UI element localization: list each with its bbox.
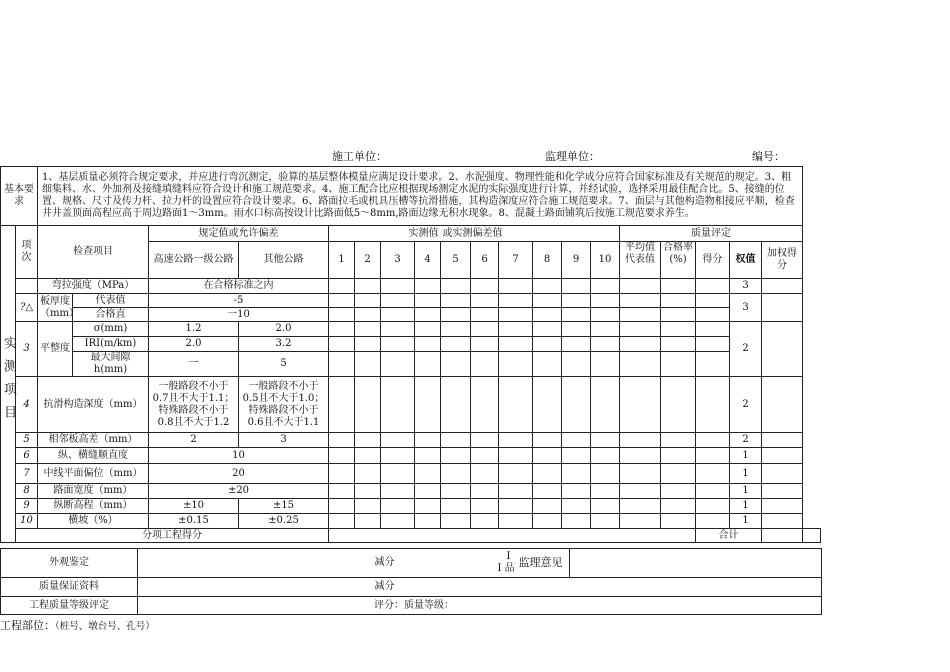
col-measured-left: 实测值 [329,226,441,242]
evaluation-summary-table [0,548,822,615]
footer-label: 工程部位： [0,619,55,632]
col-num-8: 8 [533,242,562,279]
stray-mark-2: I 品 [497,563,515,574]
basic-requirements-row [1,167,821,226]
weight-value: 1 [730,499,762,514]
col-num-4: 4 [415,242,441,279]
construction-unit-label: 施工单位： [332,150,387,163]
weight-value: 1 [730,484,762,499]
stray-mark-1: I [506,551,511,562]
item-no: 9 [16,499,38,514]
sub-item: 代表值 [73,294,149,308]
item-no: ?△ [16,294,38,322]
item-no: 3 [16,322,38,377]
highway-value: 2.0 [149,337,239,352]
item-no: 6 [16,448,38,464]
col-num-9: 9 [562,242,591,279]
item-name: 横坡（%） [38,514,149,529]
table-row [1,433,821,448]
item-name: 纵、横缝顺直度 [38,448,149,464]
appearance-row [1,549,822,578]
col-highway: 高速公路一级公路 [149,242,239,279]
other-value: 一般路段不小于0.5且不大于1.0；特殊路段不小于0.6且不大于1.1 [239,377,329,433]
basic-requirements-text: 1、基层质量必须符合规定要求，并应进行弯沉测定，验算的基层整体模量应满足设计要求。2、水泥强度、物理性能和化学成分应符合国家标准及有关规范的规定。3、粗细集料、水、外加剂及接缝填缝料应符合设计和施工规范要求。4、施工配合比应根据现场测定水泥的实际强度进行计算，并经试验，选择采用最佳配合比。5、接缝的位置、规格、尺寸及传力杆、拉力杆的设置应符合设计要求。6、路面拉毛或机具压槽等抗滑措施，其构造深度应符合施工规范要求。7、面层与其他构造物相接应平顺，检查井井盖顶面高程应高于周边路面1～3mm。雨水口标高按设计比路面低5～8mm,路面边缘无积水现象。8、混凝土路面铺筑后按施工规范要求养生。 [38,167,803,226]
score-grade-text: 评分：质量等级： [138,597,822,615]
other-value: 5 [239,352,329,377]
item-no [16,279,38,294]
total-label: 合计 [696,529,762,543]
spec-value: ±20 [149,484,329,499]
col-num-2: 2 [355,242,381,279]
highway-value: 一般路段不小于0.7且不大于1.1；特殊路段不小于0.8且不大于1.2 [149,377,239,433]
supervision-divider [569,549,570,577]
weight-value: 1 [730,448,762,464]
quality-docs-blank [138,578,373,597]
grade-row [1,597,822,615]
other-value: 3 [239,433,329,448]
measured-items-side-label [1,226,16,543]
supervision-opinion: 监理意见 [518,556,563,569]
item-name: 弯拉强度（MPa） [38,279,149,294]
col-weighted: 加权得分 [762,242,803,279]
highway-value: ±0.15 [149,514,239,529]
col-num-3: 3 [381,242,415,279]
appearance-deduct: 减分 [374,557,395,568]
weight-value: 2 [730,322,762,377]
other-value: 2.0 [239,322,329,337]
quality-docs-row [1,578,822,597]
table-row [1,308,821,322]
table-row [1,294,821,308]
col-pass-rate: 合格率(%) [661,242,696,279]
spec-value: 在合格标准之内 [149,279,329,294]
table-row [1,448,821,464]
col-spec-group: 规定值或允许偏差 [149,226,329,242]
item-name: 纵断高程（mm） [38,499,149,514]
weight-value: 3 [730,294,762,322]
sub-item: σ(mm) [73,322,149,337]
other-value: 3.2 [239,337,329,352]
table-row [1,322,821,337]
sub-item: IRI(m/km) [73,337,149,352]
serial-number-label: 编号： [752,150,785,163]
item-no: 4 [16,377,38,433]
footer-location [0,617,155,633]
spec-value: 10 [149,448,329,464]
item-name: 相邻板高差（mm） [38,433,149,448]
table-row [1,279,821,294]
col-other-road: 其他公路 [239,242,329,279]
sub-item: 最大间隙h(mm) [73,352,149,377]
other-value: ±15 [239,499,329,514]
weight-value: 1 [730,464,762,484]
table-row [1,499,821,514]
col-quality-group: 质量评定 [620,226,803,242]
item-no: 7 [16,464,38,484]
table-row [1,377,821,433]
col-num-1: 1 [329,242,355,279]
subtotal-blank [329,529,696,543]
item-name: 抗滑构造深度（mm） [38,377,149,433]
item-no: 8 [16,484,38,499]
table-row [1,514,821,529]
col-score: 得分 [696,242,730,279]
highway-value: 1.2 [149,322,239,337]
item-name: 中线平面偏位（mm） [38,464,149,484]
appearance-label: 外观鉴定 [1,549,138,578]
col-num-6: 6 [471,242,499,279]
spec-value: 20 [149,464,329,484]
item-name: 路面宽度（mm） [38,484,149,499]
col-avg: 平均值代表值 [620,242,661,279]
basic-requirements-label: 基本要求 [1,167,38,226]
col-check-item: 检查项目 [38,226,149,279]
spec-value: -5 [149,294,329,308]
table-row [1,337,821,352]
subtotal-label: 分项工程得分 [16,529,329,543]
weight-value: 3 [730,279,762,294]
col-num-5: 5 [441,242,471,279]
col-measured-right: 或实测偏差值 [441,226,620,242]
subtotal-row [1,529,821,543]
appearance-blank [138,549,373,578]
appearance-deduct-cell [373,549,822,578]
quality-evaluation-table [0,166,821,543]
col-num-10: 10 [591,242,620,279]
header-row-1 [1,226,821,242]
highway-value: 一 [149,352,239,377]
col-num-7: 7 [499,242,533,279]
quality-docs-label: 质量保证资料 [1,578,138,597]
highway-value: 2 [149,433,239,448]
other-value: ±0.25 [239,514,329,529]
item-name: 平整度 [38,322,73,377]
side-label-text: 实测项目 [1,336,16,428]
col-item-no: 项次 [16,226,38,279]
col-weight: 权值 [730,242,762,279]
table-row [1,352,821,377]
supervision-unit-label: 监理单位： [545,150,600,163]
quality-docs-deduct: 减分 [373,578,822,597]
spec-value: 一10 [149,308,329,322]
weight-value: 2 [730,377,762,433]
footer-note: （桩号、墩台号、孔号） [55,621,155,632]
table-row [1,484,821,499]
table-row [1,464,821,484]
weight-value: 2 [730,433,762,448]
item-no: 10 [16,514,38,529]
weight-value: 1 [730,514,762,529]
highway-value: ±10 [149,499,239,514]
grade-label: 工程质量等级评定 [1,597,138,615]
item-name: 板厚度（mm） [38,294,73,322]
item-no: 5 [16,433,38,448]
sub-item: 合格直 [73,308,149,322]
